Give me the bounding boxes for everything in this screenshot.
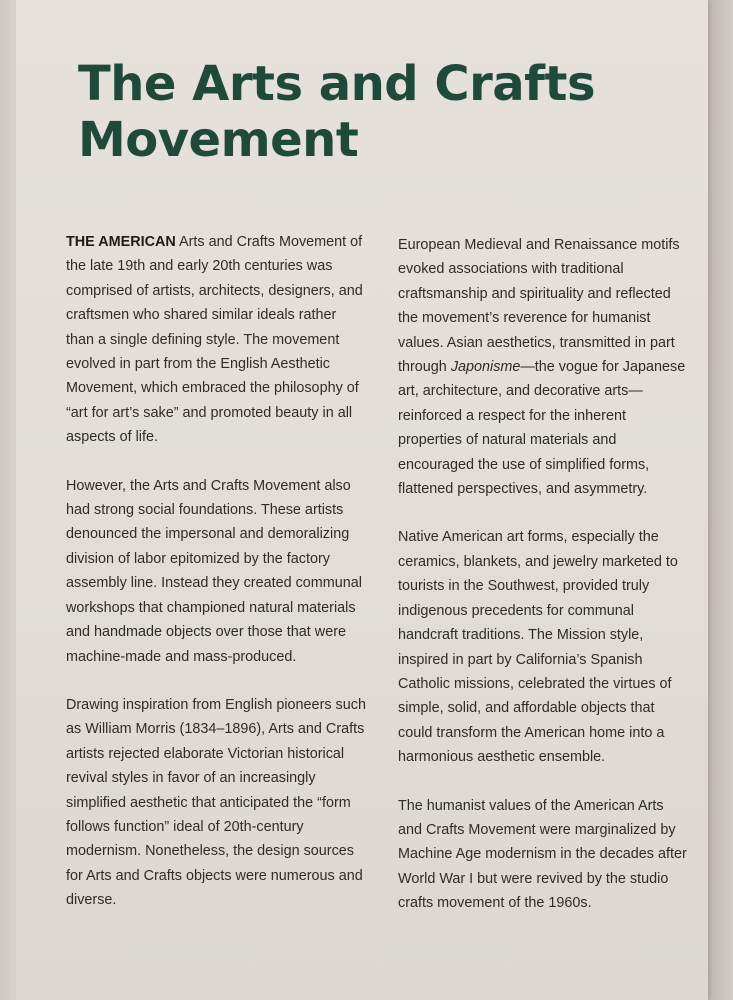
paragraph-intro (66, 230, 366, 450)
title-line-2: Movement (78, 112, 359, 168)
title-line-1: The Arts and Crafts (78, 56, 596, 112)
right-column (398, 233, 688, 940)
paragraph-native: Native American art forms, especially the ceramics, blankets, and jewelry marketed to tourists in the Southwest, provided truly indigenous precedents for communal handcraft traditions. The Mission style, inspired in part by California’s Spanish Catholic missions, celebrated the virtues of simple, solid, and affordable objects that could transform the American home into a harmonious aesthetic ensemble. (398, 529, 678, 766)
paragraph-legacy: The humanist values of the American Arts and Crafts Movement were marginalized by Machine Age modernism in the decades after World War I but were revived by the studio crafts movement of the 1960s. (398, 797, 687, 912)
paragraph-sources-text-1: European Medieval and Renaissance motifs evoked associations with traditional craftsmanship and spirituality and reflected the movement’s reverence for humanist values. Asian aesthetics, transmitted in part through (398, 237, 680, 376)
paragraph-inspiration: Drawing inspiration from English pioneers such as William Morris (1834–1896), Arts and Crafts artists rejected elaborate Victorian historical revival styles in favor of an increasingly simplified aesthetic that anticipated the “form follows function” ideal of 20th-century modernism. Nonetheless, the design sources for Arts and Crafts objects were numerous and diverse. (66, 696, 366, 909)
paragraph-sources (398, 233, 688, 501)
lead-in: THE AMERICAN (66, 234, 176, 250)
wall-edge (707, 0, 733, 1000)
placard-title (78, 56, 638, 168)
japonisme-term: Japonisme (450, 359, 521, 376)
paragraph-sources-text-2: —the vogue for Japanese art, architecture, and decorative arts—reinforced a respect for the inherent properties of natural materials and encouraged the use of simplified forms, flattened perspectives, and asymmetry. (398, 359, 686, 498)
paragraph-social: However, the Arts and Crafts Movement also had strong social foundations. These artists denounced the impersonal and demoralizing division of labor epitomized by the factory assembly line. Instead they created communal workshops that championed natural materials and handmade objects over those that were machine-made and mass-produced. (66, 477, 362, 665)
left-column (66, 230, 366, 937)
paragraph-intro-text: Arts and Crafts Movement of the late 19th and early 20th centuries was comprised of artists, architects, designers, and craftsmen who shared similar ideals rather than a single defining style. The movement evolved in part from the English Aesthetic Movement, which embraced the philosophy of “art for art’s sake” and promoted beauty in all aspects of life. (66, 234, 363, 446)
